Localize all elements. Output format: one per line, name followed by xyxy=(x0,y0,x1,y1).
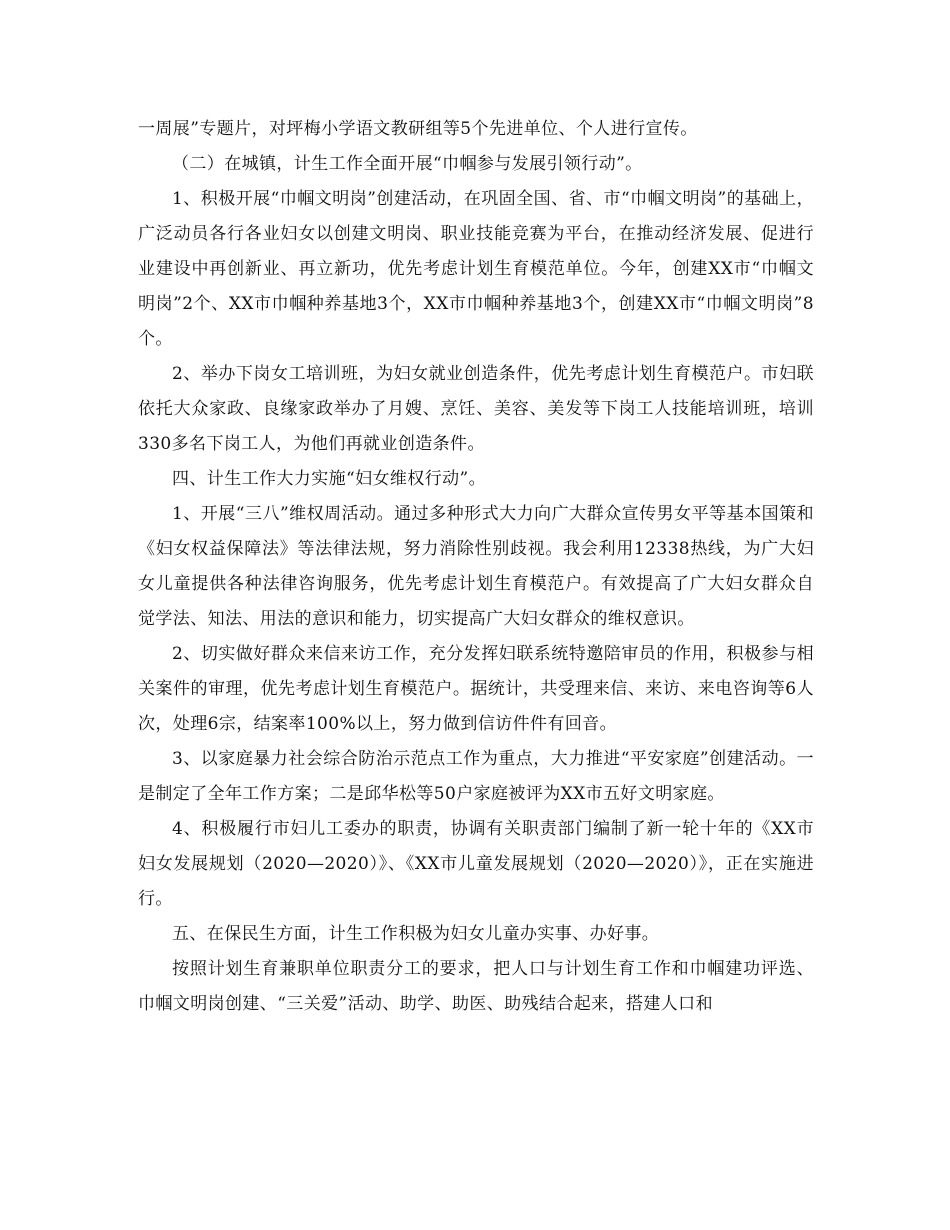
paragraph-continuation: 一周展”专题片，对坪梅小学语文教研组等5个先进单位、个人进行宣传。 xyxy=(138,119,698,139)
heading-section-5-livelihood: 五、在保民生方面，计生工作积极为妇女儿童办实事、办好事。 xyxy=(172,924,660,944)
paragraph-laid-off-training: 2、举办下岗女工培训班，为妇女就业创造条件，优先考虑计划生育模范户。市妇联依托大众家政、良缘家政举办了月嫂、烹饪、美容、美发等下岗工人技能培训班，培训330多名下岗工人，为他们再就业创造条件。 xyxy=(138,364,814,454)
paragraph-domestic-violence: 3、以家庭暴力社会综合防治示范点工作为重点，大力推进“平安家庭”创建活动。一是制定了全年工作方案；二是邱华松等50户家庭被评为XX市五好文明家庭。 xyxy=(138,749,814,804)
document-body xyxy=(138,112,814,1022)
paragraph-family-planning-duties: 按照计划生育兼职单位职责分工的要求，把人口与计划生育工作和巾帼建功评选、巾帼文明岗创建、“三关爱”活动、助学、助医、助残结合起来，搭建人口和 xyxy=(138,959,814,1014)
paragraph-rights-week: 1、开展“三八”维权周活动。通过多种形式大力向广大群众宣传男女平等基本国策和《妇女权益保障法》等法律法规，努力消除性别歧视。我会利用12338热线，为广大妇女儿童提供各种法律咨询服务，优先考虑计划生育模范户。有效提高了广大妇女群众自觉学法、知法、用法的意识和能力，切实提高广大妇女群众的维权意识。 xyxy=(138,504,814,629)
paragraph-letters-visits: 2、切实做好群众来信来访工作，充分发挥妇联系统特邀陪审员的作用，积极参与相关案件的审理，优先考虑计划生育模范户。据统计，共受理来信、来访、来电咨询等6人次，处理6宗，结案率100%以上，努力做到信访件件有回音。 xyxy=(138,644,814,734)
heading-section-2-urban: （二）在城镇，计生工作全面开展“巾帼参与发展引领行动”。 xyxy=(172,154,643,174)
paragraph-civilized-post: 1、积极开展“巾帼文明岗”创建活动，在巩固全国、省、市“巾帼文明岗”的基础上，广泛动员各行各业妇女以创建文明岗、职业技能竞赛为平台，在推动经济发展、促进行业建设中再创新业、再立新功，优先考虑计划生育模范单位。今年，创建XX市“巾帼文明岗”2个、XX市巾帼种养基地3个，XX市巾帼种养基地3个，创建XX市“巾帼文明岗”8个。 xyxy=(138,189,814,349)
heading-section-4-rights: 四、计生工作大力实施“妇女维权行动”。 xyxy=(172,469,486,489)
paragraph-development-plans: 4、积极履行市妇儿工委办的职责，协调有关职责部门编制了新一轮十年的《XX市妇女发展规划（2020—2020）》、《XX市儿童发展规划（2020—2020）》，正在实施进行。 xyxy=(138,819,814,909)
